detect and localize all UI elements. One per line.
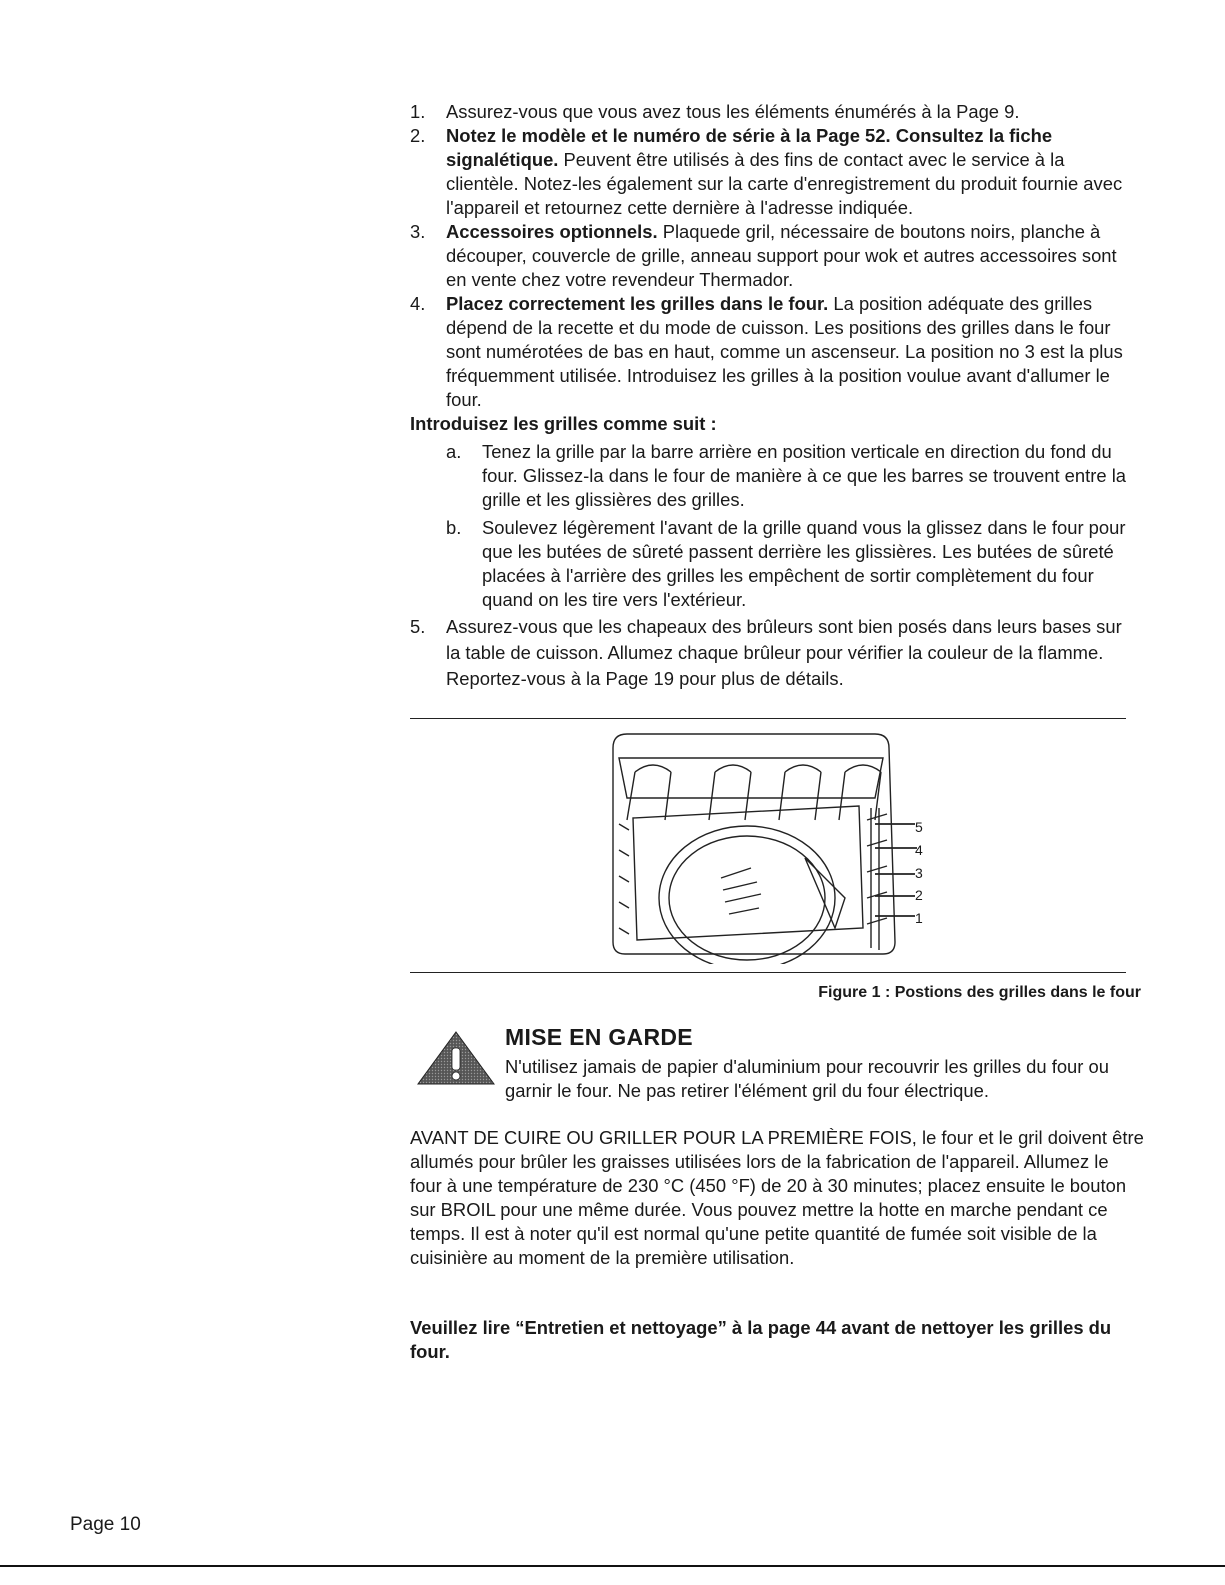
substep-letter: b. xyxy=(446,517,462,538)
step-text: Plaquede gril, nécessaire de boutons noirs, planche à découper, couvercle de grille, anneau support pour wok et autres accessoires sont en vente chez votre revendeur Thermador. xyxy=(446,221,1117,290)
rack-label-5: 5 xyxy=(915,819,923,835)
substep-a xyxy=(410,440,1140,512)
step-1 xyxy=(410,100,1140,124)
step-4 xyxy=(410,292,1140,412)
step-bold-text: Placez correctement les grilles dans le four. xyxy=(446,293,829,314)
cleaning-note: Veuillez lire “Entretien et nettoyage” à la page 44 avant de nettoyer les grilles du four. xyxy=(410,1317,1112,1362)
step-number: 1. xyxy=(410,101,426,122)
figure-bottom-rule xyxy=(410,972,1126,973)
step-number: 3. xyxy=(410,221,426,242)
rack-label-4: 4 xyxy=(915,841,923,858)
substep-text: Tenez la grille par la barre arrière en position verticale en direction du fond du four. Glissez-la dans le four de manière à ce que les barres se trouvent entre la grille et les glissières des grilles. xyxy=(482,441,1127,510)
page-number: Page 10 xyxy=(70,1514,141,1535)
figure-caption: Figure 1 : Postions des grilles dans le four xyxy=(818,984,1141,1001)
step-text: Assurez-vous que les chapeaux des brûleurs sont bien posés dans leurs bases sur la table de cuisson. Allumez chaque brûleur pour vérifier la couleur de la flamme. Reportez-vous à la Page 19 pour plus de détails. xyxy=(446,616,1122,689)
warning-text: N'utilisez jamais de papier d'aluminium pour recouvrir les grilles du four ou garnir le four. Ne pas retirer l'élément gril du four électrique. xyxy=(505,1056,1109,1101)
warning-triangle-icon xyxy=(416,1030,496,1086)
instruction-list xyxy=(410,100,1140,692)
substep-text: Soulevez légèrement l'avant de la grille quand vous la glissez dans le four pour que les butées de sûreté passent derrière les glissières. Les butées de sûreté placées à l'arrière des grilles les empêchent de sortir complètement du four quand on les tire vers l'extérieur. xyxy=(482,517,1126,610)
oven-rack-diagram xyxy=(605,728,950,964)
first-use-paragraph xyxy=(410,1126,1145,1270)
step-text: La position adéquate des grilles dépend de la recette et du mode de cuisson. Les positions des grilles dans le four sont numérotées de bas en haut, comme un ascenseur. La position no 3 est la plus fréquemment utilisée. Introduisez les grilles à la position voulue avant d'allumer le four. xyxy=(446,293,1123,410)
rack-label-1: 1 xyxy=(915,910,923,927)
warning-title: MISE EN GARDE xyxy=(505,1024,693,1050)
paragraph-lead: AVANT DE CUIRE OU GRILLER POUR LA PREMIÈRE FOIS, xyxy=(410,1127,917,1148)
step-bold-text: Accessoires optionnels. xyxy=(446,221,658,242)
paragraph-text: le four et le gril doivent être allumés pour brûler les graisses utilisées lors de la fabrication de l'appareil. Allumez le four à une température de 230 °C (450 °F) de 20 à 30 minutes; placez ensuite le bouton sur BROIL pour une même durée. Vous pouvez mettre la hotte en marche pendant ce temps. Il est à noter qu'il est normal qu'une petite quantité de fumée soit visible de la cuisinière au moment de la première utilisation. xyxy=(410,1127,1144,1268)
bottom-rule xyxy=(0,1565,1225,1567)
rack-label-2: 2 xyxy=(915,887,923,904)
step-bold-text: Notez le modèle et le numéro de série à la Page 52. Consultez la fiche signalétique. xyxy=(446,125,1053,170)
step-2 xyxy=(410,124,1140,220)
step-text: Assurez-vous que vous avez tous les éléments énumérés à la Page 9. xyxy=(446,101,1020,122)
step-3 xyxy=(410,220,1140,292)
step-number: 2. xyxy=(410,125,426,146)
step-text: Peuvent être utilisés à des fins de contact avec le service à la clientèle. Notez-les également sur la carte d'enregistrement du produit fournie avec l'appareil et retournez cette dernière à l'adresse indiquée. xyxy=(446,149,1123,218)
step-number: 5. xyxy=(410,616,426,637)
figure-top-rule xyxy=(410,718,1126,719)
rack-position-labels xyxy=(915,816,923,930)
substep-letter: a. xyxy=(446,441,462,462)
substep-b xyxy=(410,516,1140,612)
step-number: 4. xyxy=(410,293,426,314)
rack-label-3: 3 xyxy=(915,864,923,881)
subheading: Introduisez les grilles comme suit : xyxy=(410,413,717,434)
step-5 xyxy=(410,614,1140,692)
